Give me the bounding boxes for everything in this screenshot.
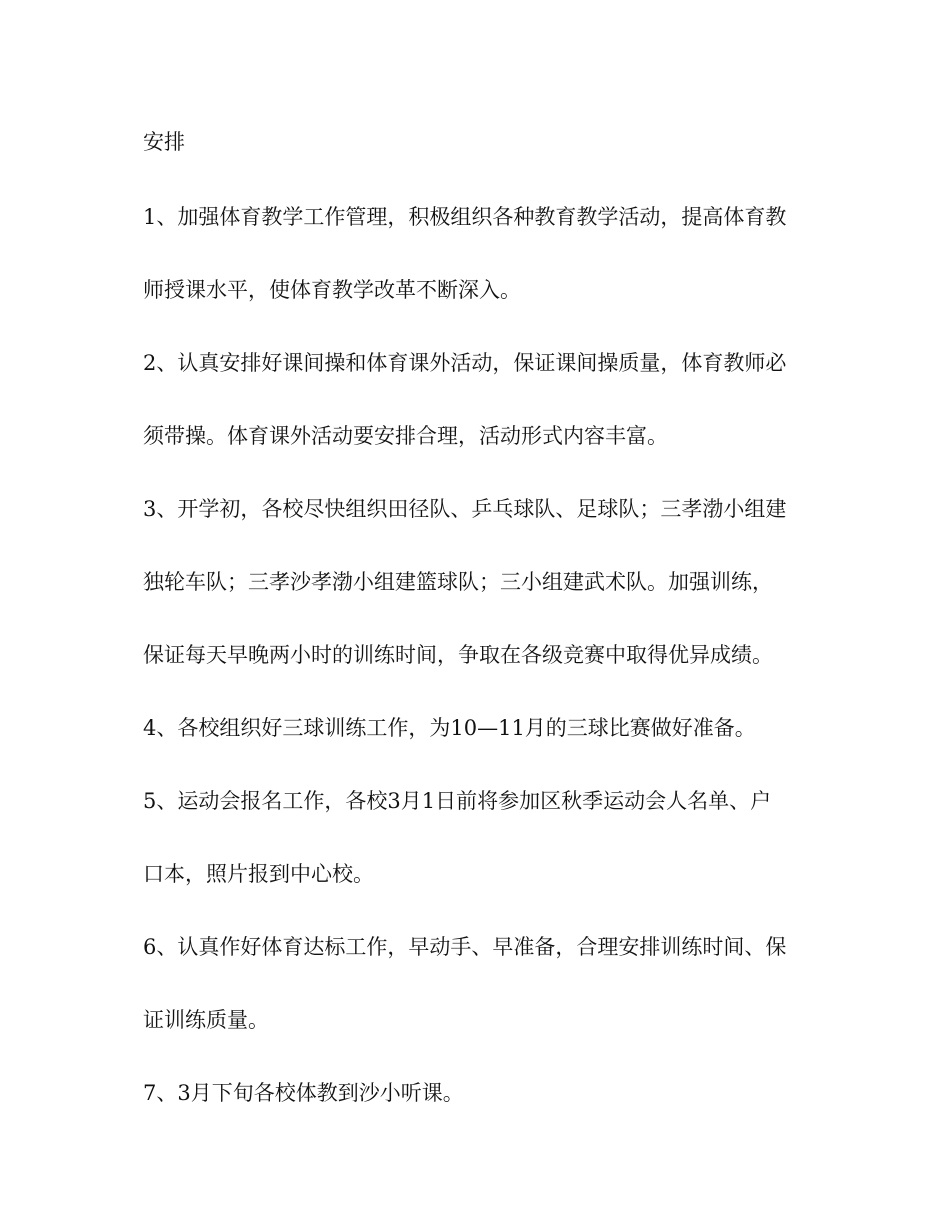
text-line: 5、运动会报名工作，各校3月1日前将参加区秋季运动会人名单、户 bbox=[143, 789, 772, 813]
text-line: 7、3月下旬各校体教到沙小听课。 bbox=[143, 1081, 464, 1105]
text-line: 6、认真作好体育达标工作，早动手、早准备，合理安排训练时间、保 bbox=[143, 935, 787, 959]
text-line: 证训练质量。 bbox=[143, 1008, 269, 1032]
text-line: 独轮车队；三孝沙孝渤小组建篮球队；三小组建武术队。加强训练， bbox=[143, 570, 773, 594]
document-heading: 安排 bbox=[143, 130, 185, 154]
text-line: 3、开学初，各校尽快组织田径队、乒乓球队、足球队；三孝渤小组建 bbox=[143, 497, 787, 521]
text-line: 4、各校组织好三球训练工作，为10—11月的三球比赛做好准备。 bbox=[143, 716, 756, 740]
text-line: 1、加强体育教学工作管理，积极组织各种教育教学活动，提高体育教 bbox=[143, 205, 787, 229]
text-line: 保证每天早晚两小时的训练时间，争取在各级竞赛中取得优异成绩。 bbox=[143, 643, 773, 667]
text-line: 须带操。体育课外活动要安排合理，活动形式内容丰富。 bbox=[143, 424, 668, 448]
text-line: 2、认真安排好课间操和体育课外活动，保证课间操质量，体育教师必 bbox=[143, 351, 787, 375]
text-line: 师授课水平，使体育教学改革不断深入。 bbox=[143, 278, 521, 302]
text-line: 口本，照片报到中心校。 bbox=[143, 862, 374, 886]
